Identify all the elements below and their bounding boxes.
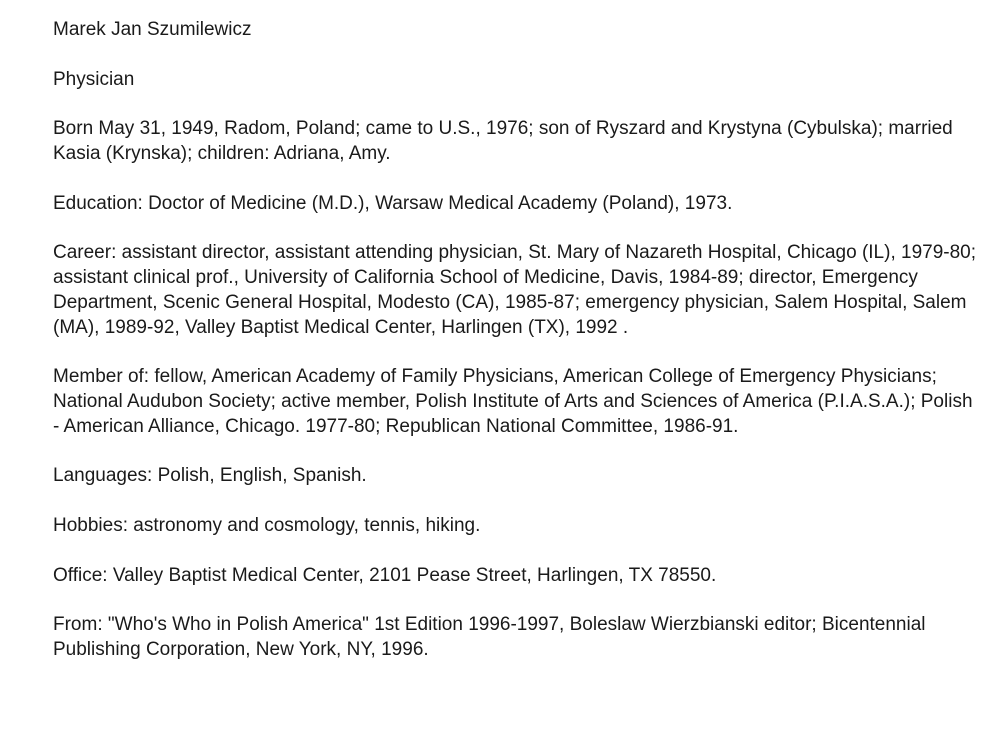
career-paragraph: Career: assistant director, assistant attending physician, St. Mary of Nazareth Hospital, Chicago (IL), 1979-80; assistant clinical prof., University of California School of Medicine, Davis, 1984-89; director, Emergency Department, Scenic General Hospital, Modesto (CA), 1985-87; emergency physician, Salem Hospital, Salem (MA), 1989-92, Valley Baptist Medical Center, Harlingen (TX), 1992 . <box>53 242 977 338</box>
membership-paragraph: Member of: fellow, American Academy of Family Physicians, American College of Emergency Physicians; National Audubon Society; active member, Polish Institute of Arts and Sciences of America (P.I.A.S.A.); Polish - American Alliance, Chicago. 1977-80; Republican National Committee, 1986-91. <box>53 366 973 437</box>
biography-entry <box>53 18 978 688</box>
languages-paragraph: Languages: Polish, English, Spanish. <box>53 465 367 487</box>
hobbies-paragraph: Hobbies: astronomy and cosmology, tennis, hiking. <box>53 514 481 536</box>
occupation: Physician <box>53 68 135 90</box>
person-name: Marek Jan Szumilewicz <box>53 19 252 40</box>
office-paragraph: Office: Valley Baptist Medical Center, 2101 Pease Street, Harlingen, TX 78550. <box>53 564 717 586</box>
biography-paragraph: Born May 31, 1949, Radom, Poland; came to U.S., 1976; son of Ryszard and Krystyna (Cybulska); married Kasia (Krynska); children: Adriana, Amy. <box>53 118 953 164</box>
education-paragraph: Education: Doctor of Medicine (M.D.), Warsaw Medical Academy (Poland), 1973. <box>53 192 733 214</box>
source-paragraph: From: "Who's Who in Polish America" 1st Edition 1996-1997, Boleslaw Wierzbianski editor; Bicentennial Publishing Corporation, New York, NY, 1996. <box>53 614 926 660</box>
